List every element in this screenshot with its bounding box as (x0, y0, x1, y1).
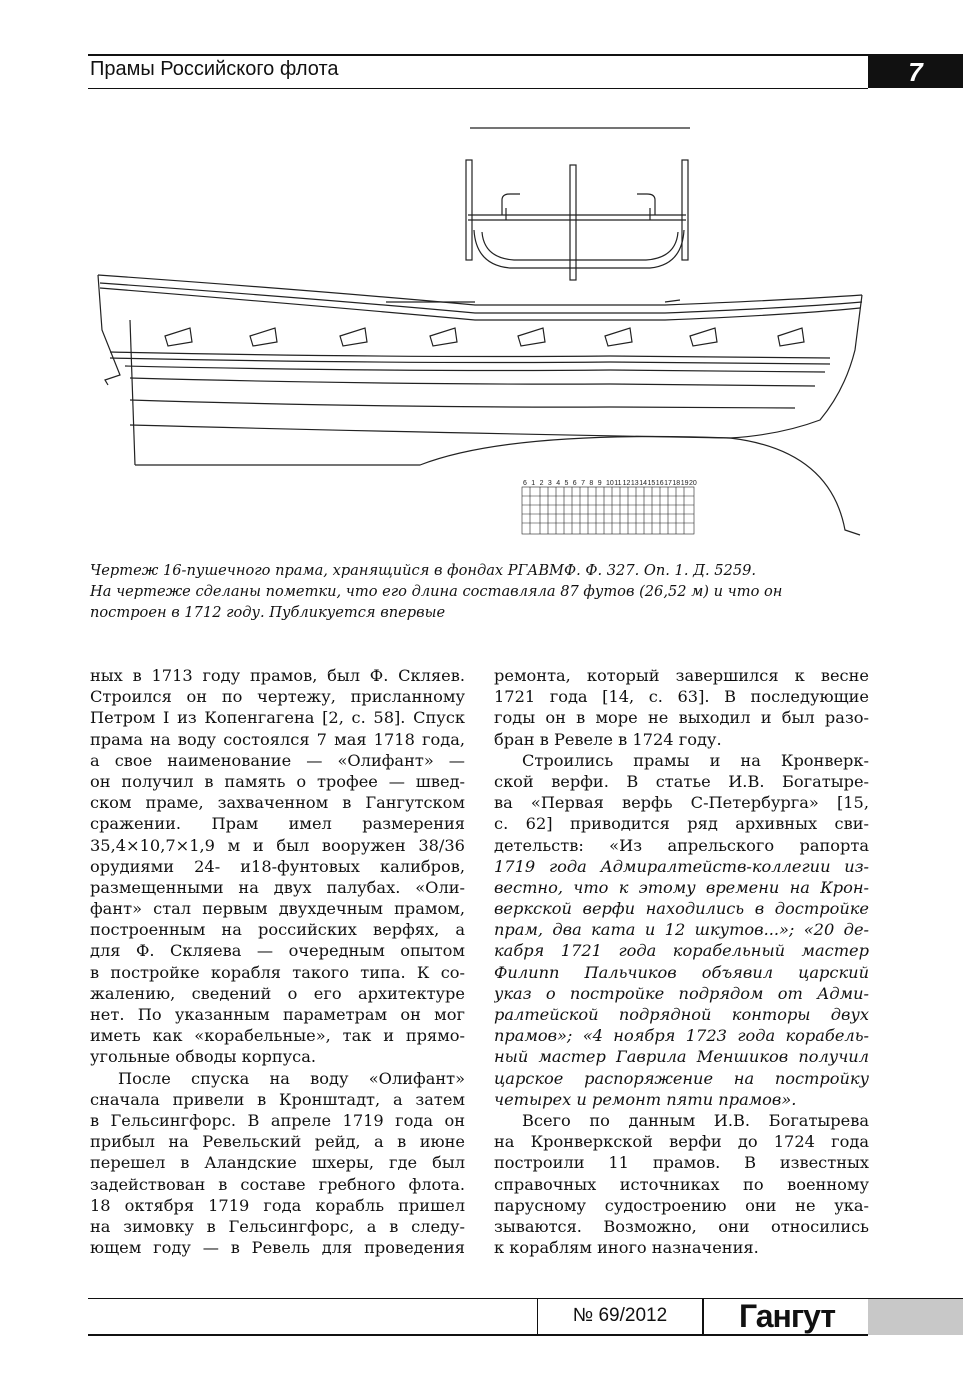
scale-label: 17 (664, 480, 672, 487)
scale-label: 4 (556, 480, 561, 487)
scale-label: 14 (639, 480, 647, 487)
scale-label: 15 (647, 480, 656, 487)
text-line: царское распоряжение на постройку (494, 1068, 869, 1088)
text-line: на зимовку в Гельсингфорс, а в следу- (90, 1216, 465, 1236)
caption-line: построен в 1712 году. Публикуется впервые (90, 604, 446, 621)
text-line: размещенными на двух палубах. «Оли- (90, 877, 465, 897)
text-line: Строились прамы и на Кронверк- (522, 750, 869, 770)
text-line: парусному судостроению они не ука- (494, 1195, 869, 1215)
text-line: ный мастер Гаврила Меншиков получил (494, 1047, 869, 1067)
issue-number: № 69/2012 (572, 1305, 668, 1326)
scale-label: 1 (531, 480, 536, 487)
text-line: зываются. Возможно, они относились (494, 1216, 869, 1236)
text-line: на Кронверкской верфи до 1724 года (494, 1132, 869, 1152)
text-line: перешел в Аландские шхеры, где был (90, 1153, 465, 1173)
text-line: 35,4×10,7×1,9 м и был вооружен 38/36 (90, 835, 465, 855)
text-line: прибыл на Ревельский рейд, а в июне (90, 1132, 465, 1152)
text-line: Филипп Пальчиков объявил царский (494, 962, 869, 982)
text-line: ской верфи. В статье И.В. Богатыре- (494, 771, 869, 791)
text-line: прамов»; «4 ноября 1723 года корабель- (494, 1026, 869, 1046)
scale-grid (522, 487, 694, 534)
text-line: ющем году — в Ревель для проведения (90, 1238, 465, 1258)
text-line: После спуска на воду «Олифант» (118, 1068, 465, 1088)
text-line: к кораблям иного назначения. (494, 1238, 759, 1258)
text-line: угольные обводы корпуса. (90, 1047, 316, 1067)
text-line: детельств: «Из апрельского рапорта (494, 835, 869, 855)
text-line: для Ф. Скляева — очередным опытом (90, 941, 465, 961)
text-line: Петром I из Копенгагена [2, с. 58]. Спуск (90, 708, 465, 728)
caption-line: На чертеже сделаны пометки, что его длина составляла 87 футов (26,52 м) и что он (90, 583, 783, 600)
header-rule (88, 54, 963, 56)
scale-label: 5 (564, 480, 569, 487)
scale-label: 19 (680, 480, 689, 487)
text-line: кабря 1721 года корабельный мастер (494, 941, 869, 961)
scale-label: 6 (523, 480, 527, 487)
scale-label: 3 (547, 480, 552, 487)
text-line: сначала привели в Кронштадт, а затем (90, 1089, 465, 1109)
hull-cross-section (466, 128, 690, 280)
scale-label: 8 (589, 480, 594, 487)
text-line: указ о постройке подрядом от Адми- (494, 983, 869, 1003)
scale-label: 7 (581, 480, 586, 487)
text-line: справочных источниках по военному (494, 1174, 869, 1194)
scale-label: 12 (622, 480, 631, 487)
text-line: вестно, что к этому времени на Крон- (494, 877, 869, 897)
text-line: веркской верфи находились в достройке (494, 899, 869, 919)
footer-divider (702, 1298, 704, 1336)
text-line: ремонта, который завершился к весне (494, 666, 869, 685)
hull-side-elevation (98, 275, 862, 535)
footer-grey-block (868, 1299, 963, 1335)
text-line: ралтейской подрядной конторы двух (494, 1005, 869, 1024)
text-line: в постройке корабля такого типа. К со- (90, 962, 465, 982)
scale-label: 2 (539, 480, 544, 487)
page-number: 7 (868, 56, 963, 88)
header-underline (88, 88, 868, 89)
right-text-column (494, 665, 869, 1258)
magazine-logo: Гангут (738, 1298, 836, 1334)
text-line: орудиями 24- и18-фунтовых калибров, (90, 856, 465, 876)
text-line: он получил в память о трофее — швед- (90, 771, 465, 791)
text-line: а свое наименование — «Олифант» — (90, 750, 465, 770)
text-line: ва «Первая верфь С-Петербурга» [15, (494, 793, 869, 813)
figure-caption (90, 560, 870, 623)
text-line: жалению, сведений о его архитектуре (90, 983, 465, 1003)
text-line: ных в 1713 году прамов, был Ф. Скляев. (90, 666, 465, 685)
text-line: прам, два ката и 12 шкутов...»; «20 де- (494, 920, 869, 940)
scale-labels (523, 480, 697, 487)
text-line: прама на воду состоялся 7 мая 1718 года, (90, 729, 465, 749)
left-text-column (90, 665, 465, 1258)
text-line: бран в Ревеле в 1724 году. (494, 729, 722, 749)
scale-label: 6 (572, 480, 577, 487)
text-line: построенным на российских верфях, а (90, 920, 465, 940)
running-title: Прамы Российского флота (90, 58, 339, 80)
scale-label: 16 (655, 480, 664, 487)
text-line: нет. По указанным параметрам он мог (90, 1005, 465, 1024)
text-line: иметь как «корабельные», так и прямо- (90, 1026, 465, 1046)
scale-label: 11 (614, 480, 622, 487)
text-line: задействован в составе гребного флота. (90, 1174, 465, 1194)
text-line: 18 октября 1719 года корабль пришел (90, 1195, 465, 1215)
scale-label: 9 (597, 480, 602, 487)
text-line: 1721 года [14, с. 63]. В последующие (494, 687, 869, 707)
scale-label: 20 (689, 480, 697, 487)
text-line: Строился он по чертежу, присланному (90, 687, 465, 707)
footer-rule (88, 1334, 868, 1336)
text-line: Всего по данным И.В. Богатырева (522, 1110, 869, 1130)
scale-label: 13 (630, 480, 639, 487)
scale-label: 10 (606, 480, 614, 487)
text-line: построили 11 прамов. В известных (494, 1153, 869, 1173)
ship-drawing-illustration (90, 120, 870, 550)
text-line: годы он в море не выходил и был разо- (494, 708, 869, 728)
text-line: ском праме, захваченном в Гангутском (90, 793, 465, 813)
text-line: с. 62] приводится ряд архивных сви- (494, 814, 869, 834)
text-line: четырех и ремонт пяти прамов». (494, 1089, 797, 1109)
scale-label: 18 (672, 480, 681, 487)
text-line: сражении. Прам имел размерения (90, 814, 465, 834)
text-line: 1719 года Адмиралтейств-коллегии из- (494, 856, 869, 876)
text-line: фант» стал первым двухдечным прамом, (90, 899, 465, 919)
footer-divider (537, 1298, 538, 1336)
text-line: в Гельсингфорс. В апреле 1719 года он (90, 1110, 465, 1130)
caption-line: Чертеж 16-пушечного прама, хранящийся в фондах РГАВМФ. Ф. 327. Оп. 1. Д. 5259. (90, 562, 757, 579)
gun-ports (165, 328, 804, 346)
